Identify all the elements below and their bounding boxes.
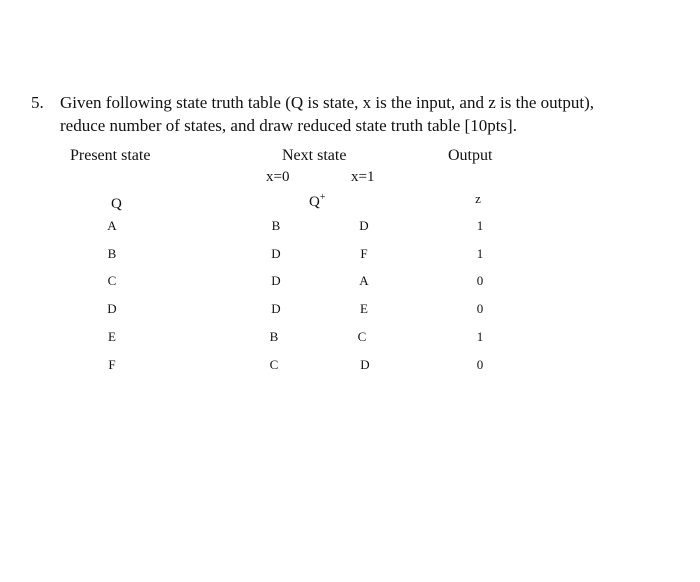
qplus-superscript: + bbox=[319, 192, 326, 203]
next-state-x1-cell: F bbox=[360, 246, 368, 261]
next-state-x0-cell: D bbox=[271, 246, 281, 261]
next-state-x0-cell: B bbox=[271, 218, 281, 233]
x0-header: x=0 bbox=[266, 169, 290, 185]
present-state-cell: A bbox=[107, 218, 117, 233]
present-state-cell: F bbox=[108, 357, 116, 372]
qplus-header bbox=[309, 194, 325, 211]
present-state-cell: C bbox=[107, 273, 117, 288]
next-state-x1-cell: D bbox=[360, 357, 370, 372]
next-state-header: Next state bbox=[282, 147, 347, 164]
next-state-x1-cell: C bbox=[357, 329, 367, 344]
next-state-x0-cell: B bbox=[269, 329, 279, 344]
next-state-x0-cell: D bbox=[271, 273, 281, 288]
qplus-base: Q bbox=[309, 194, 320, 210]
next-state-x1-cell: E bbox=[360, 301, 368, 316]
next-state-x1-cell: A bbox=[359, 273, 369, 288]
output-cell: 0 bbox=[476, 301, 484, 316]
q-header: Q bbox=[111, 196, 122, 212]
output-cell: 0 bbox=[476, 273, 484, 288]
output-cell: 0 bbox=[476, 357, 484, 372]
present-state-header: Present state bbox=[70, 147, 151, 164]
next-state-x0-cell: C bbox=[269, 357, 279, 372]
question-number: 5. bbox=[31, 93, 44, 112]
question-text-line1: Given following state truth table (Q is state, x is the input, and z is the output), bbox=[60, 93, 594, 112]
output-header: Output bbox=[448, 147, 493, 164]
output-cell: 1 bbox=[476, 246, 484, 261]
present-state-cell: B bbox=[107, 246, 117, 261]
question-text-line2: reduce number of states, and draw reduced state truth table [10pts]. bbox=[60, 116, 517, 135]
z-header: z bbox=[475, 191, 481, 206]
present-state-cell: E bbox=[108, 329, 116, 344]
output-cell: 1 bbox=[476, 218, 484, 233]
present-state-cell: D bbox=[107, 301, 117, 316]
next-state-x1-cell: D bbox=[359, 218, 369, 233]
output-cell: 1 bbox=[476, 329, 484, 344]
x1-header: x=1 bbox=[351, 169, 375, 185]
next-state-x0-cell: D bbox=[271, 301, 281, 316]
